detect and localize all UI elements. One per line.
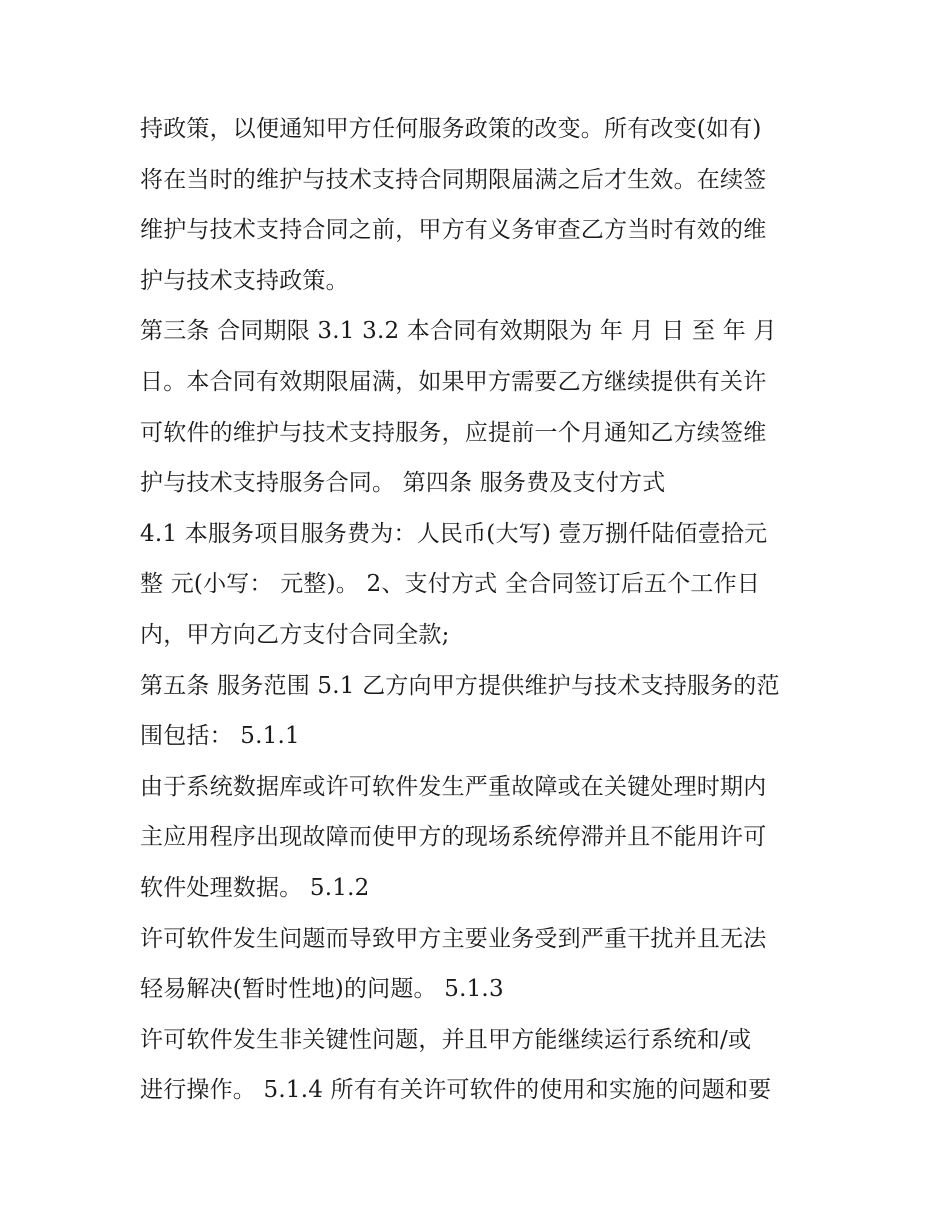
text-line: 主应用程序出现故障而使甲方的现场系统停滞并且不能用许可 <box>140 824 767 851</box>
text-line: 4.1 本服务项目服务费为：人民币(大写) 壹万捌仟陆佰壹拾元 <box>140 520 768 547</box>
text-line: 第五条 服务范围 5.1 乙方向甲方提供维护与技术支持服务的范 <box>140 672 780 699</box>
document-body <box>140 104 820 1116</box>
text-line: 围包括： 5.1.1 <box>140 723 300 750</box>
text-line: 进行操作。 5.1.4 所有有关许可软件的使用和实施的问题和要 <box>140 1077 772 1104</box>
text-line: 护与技术支持政策。 <box>140 267 349 294</box>
text-line: 可软件的维护与技术支持服务，应提前一个月通知乙方续签维 <box>140 419 767 446</box>
text-line: 维护与技术支持合同之前，甲方有义务审查乙方当时有效的维 <box>140 217 767 244</box>
text-line: 许可软件发生问题而导致甲方主要业务受到严重干扰并且无法 <box>140 925 767 952</box>
text-line: 内，甲方向乙方支付合同全款; <box>140 621 450 648</box>
text-line: 由于系统数据库或许可软件发生严重故障或在关键处理时期内 <box>140 773 767 800</box>
text-line: 将在当时的维护与技术支持合同期限届满之后才生效。在续签 <box>140 166 767 193</box>
text-line: 第三条 合同期限 3.1 3.2 本合同有效期限为 年 月 日 至 年 月 <box>140 318 777 345</box>
text-line: 整 元(小写： 元整)。 2、支付方式 全合同签订后五个工作日 <box>140 571 761 598</box>
text-line: 日。本合同有效期限届满，如果甲方需要乙方继续提供有关许 <box>140 368 767 395</box>
text-line: 持政策，以便通知甲方任何服务政策的改变。所有改变(如有) <box>140 116 762 142</box>
text-line: 软件处理数据。 5.1.2 <box>140 874 370 901</box>
text-line: 轻易解决(暂时性地)的问题。 5.1.3 <box>140 976 504 1003</box>
text-line: 许可软件发生非关键性问题，并且甲方能继续运行系统和/或 <box>140 1026 752 1053</box>
text-line: 护与技术支持服务合同。 第四条 服务费及支付方式 <box>140 470 666 497</box>
